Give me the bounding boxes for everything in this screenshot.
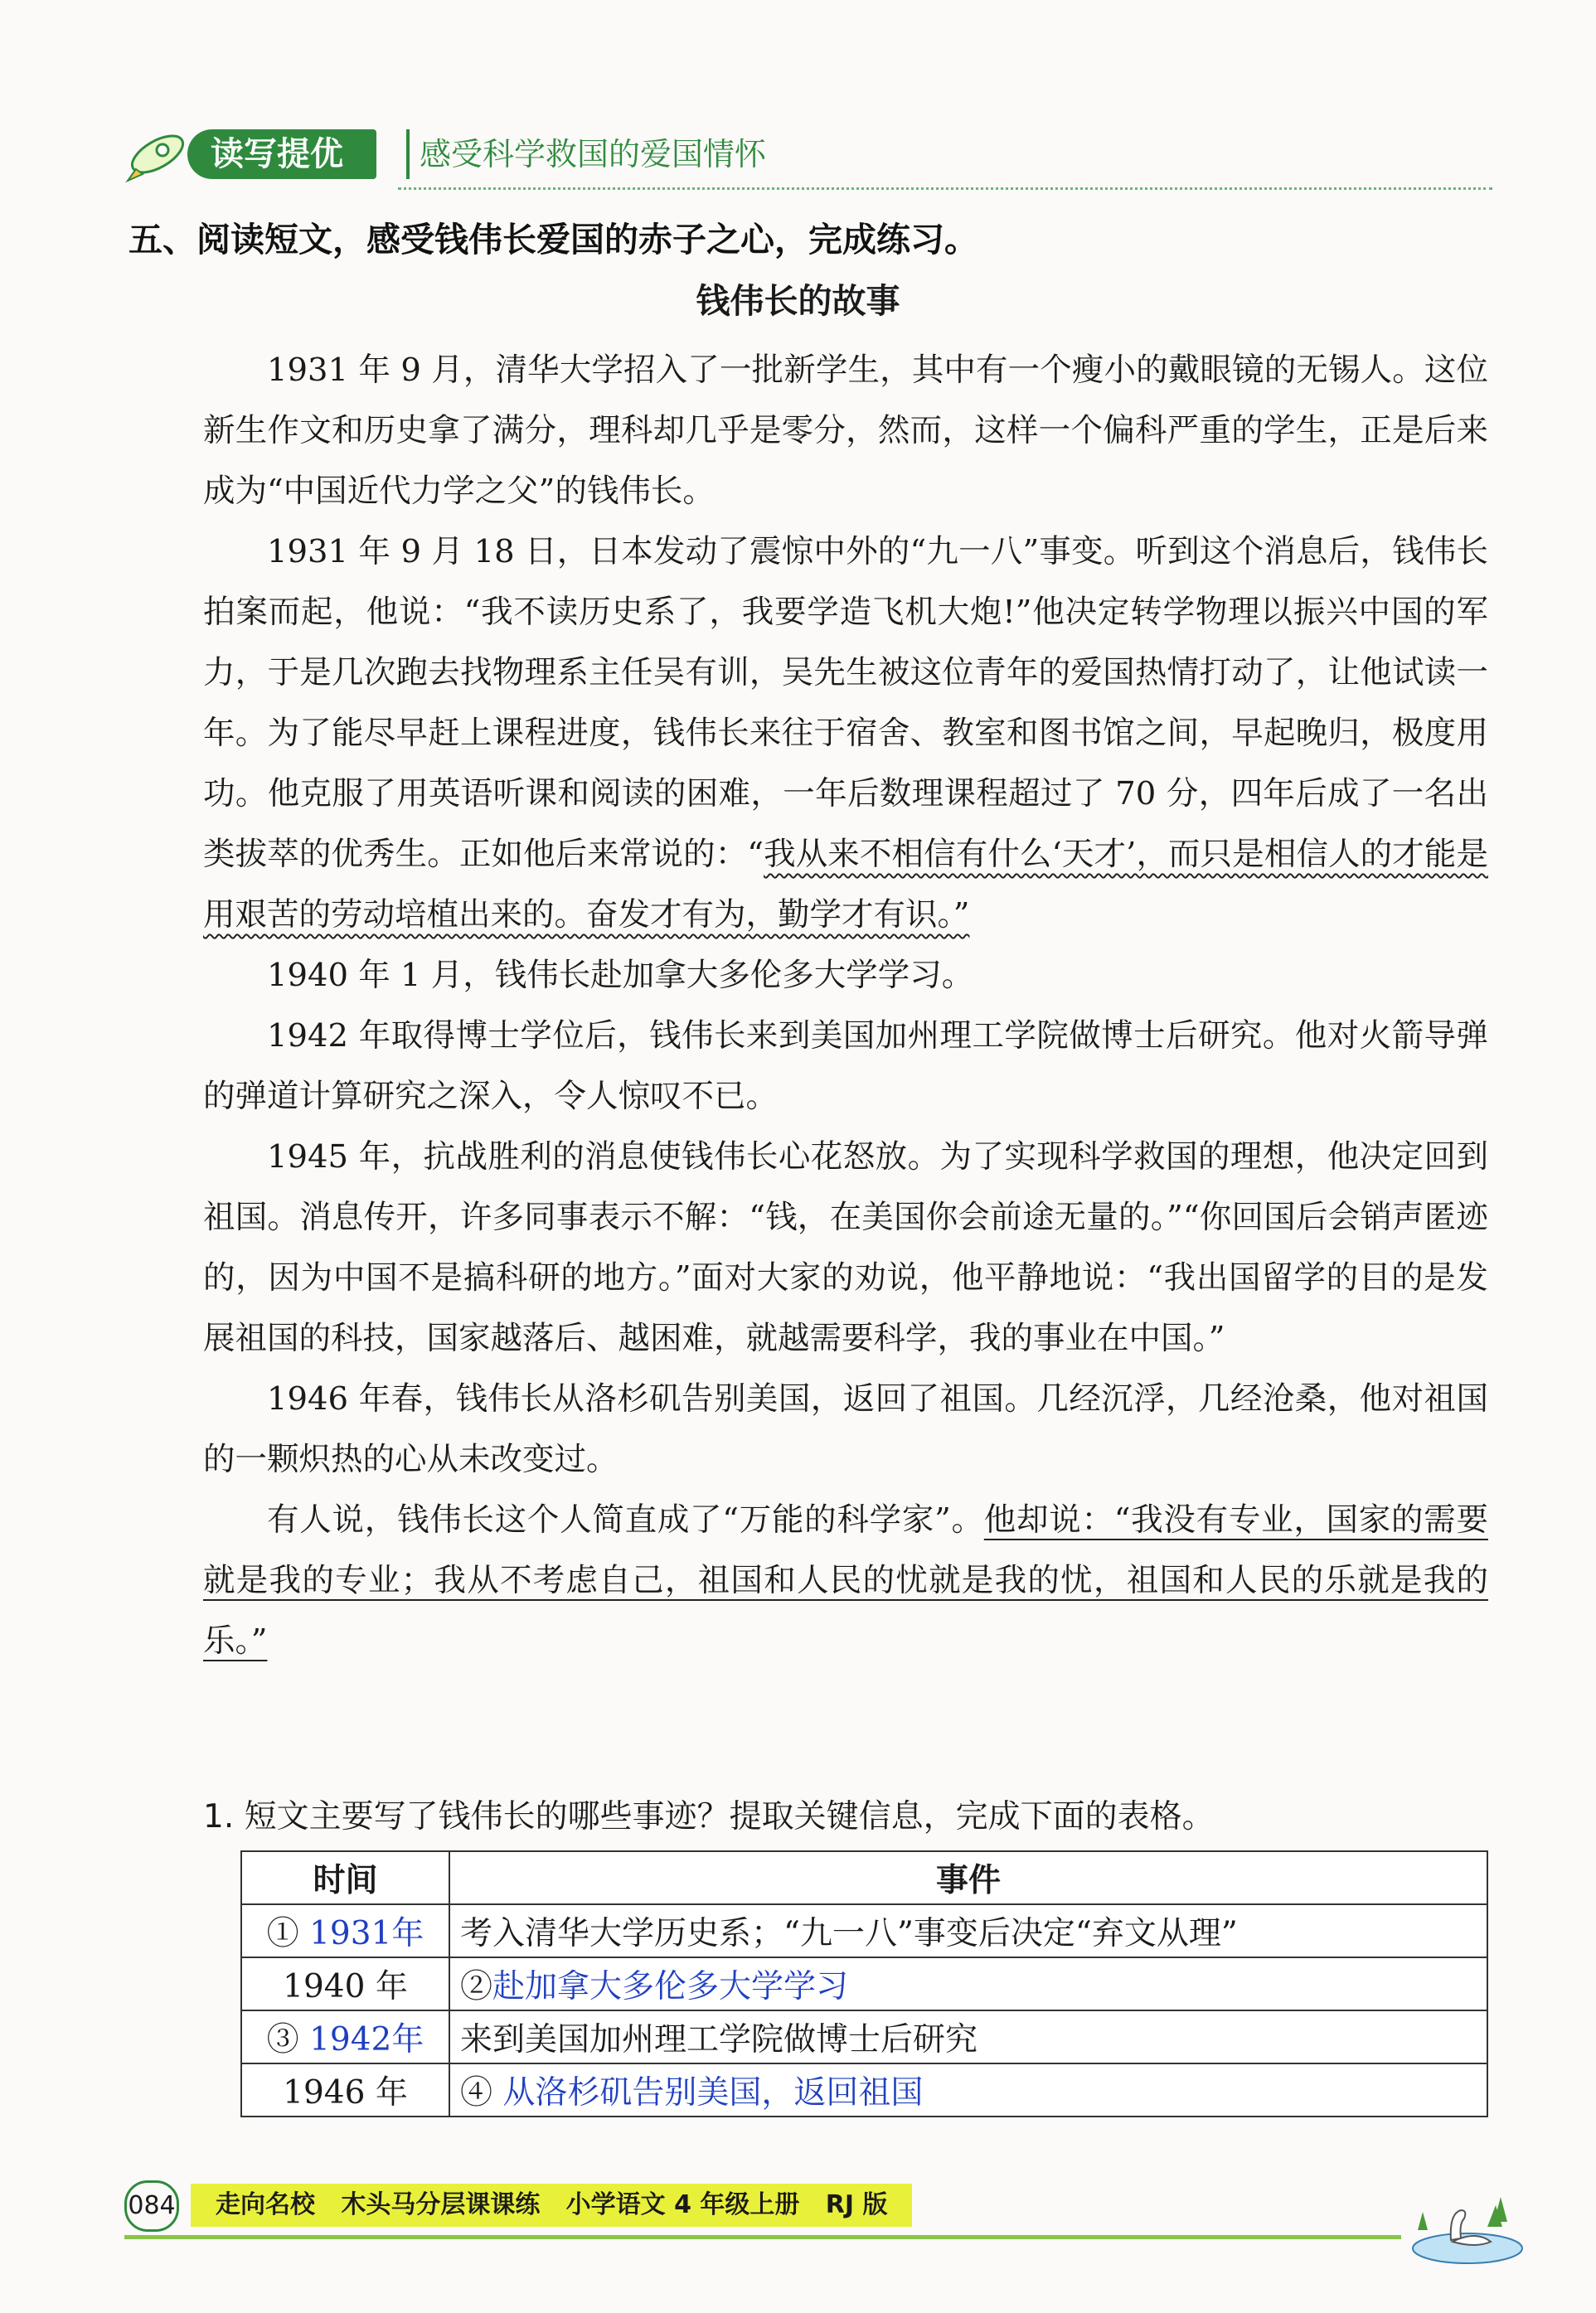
time-cell: 1940 年 (241, 1957, 449, 2010)
answer-text: 从洛杉矶告别美国，返回祖国 (502, 2074, 924, 2112)
swan-pond-icon (1401, 2172, 1526, 2272)
event-cell: 考入清华大学历史系；“九一八”事变后决定“弃文从理” (449, 1904, 1487, 1957)
table-header-row (241, 1851, 1487, 1904)
page-number: 084 (124, 2180, 179, 2232)
story-paragraph (203, 1490, 1488, 1671)
story-body (203, 340, 1488, 1671)
event-cell: 来到美国加州理工学院做博士后研究 (449, 2010, 1487, 2063)
answer-text: 1942年 (309, 2021, 424, 2058)
story-paragraph: 1946 年春，钱伟长从洛杉矶告别美国，返回了祖国。几经沉浮，几经沧桑，他对祖国的一颗炽热的心从未改变过。 (203, 1380, 1488, 1478)
book-title-bar: 走向名校 木头马分层课课练 小学语文 4 年级上册 RJ 版 (191, 2184, 912, 2227)
table-row (241, 1957, 1487, 2010)
footer-divider (124, 2235, 1401, 2239)
answer-text: 1931年 (309, 1915, 424, 1952)
answer-marker: ③ (266, 2021, 299, 2058)
table-row (241, 1904, 1487, 1957)
story-paragraph: 1931 年 9 月，清华大学招入了一批新学生，其中有一个瘦小的戴眼镜的无锡人。这位新生作文和历史拿了满分，理科却几乎是零分，然而，这样一个偏科严重的学生，正是后来成为“中国近代力学之父”的钱伟长。 (203, 352, 1488, 510)
page-footer (124, 2172, 1492, 2272)
story-paragraph: 1945 年，抗战胜利的消息使钱伟长心花怒放。为了实现科学救国的理想，他决定回到祖国。消息传开，许多同事表示不解：“钱，在美国你会前途无量的。”“你回国后会销声匿迹的，因为中国不是搞科研的地方。”面对大家的劝说，他平静地说：“我出国留学的目的是发展祖国的科技，国家越落后、越困难，就越需要科学，我的事业在中国。” (203, 1138, 1488, 1357)
time-cell: 1946 年 (241, 2063, 449, 2117)
section-header (124, 123, 1492, 189)
story-text: 1931 年 9 月 18 日，日本发动了震惊中外的“九一八”事变。听到这个消息后，钱伟长拍案而起，他说：“我不读历史系了，我要学造飞机大炮!”他决定转学物理以振兴中国的军力，于是几次跑去找物理系主任吴有训，吴先生被这位青年的爱国热情打动了，让他试读一年。为了能尽早赶上课程进度，钱伟长来往于宿舍、教室和图书馆之间，早起晚归，极度用功。他克服了用英语听课和阅读的困难，一年后数理课程超过了 70 分，四年后成了一名出类拔萃的优秀生。正如他后来常说的：“ (203, 533, 1488, 873)
section-tab-label: 读写提优 (187, 129, 376, 179)
underlined-quote: 他却说：“我没有专业，国家的需要就是我的专业；我从不考虑自己，祖国和人民的忧就是我的忧，祖国和人民的乐就是我的乐。” (203, 1501, 1488, 1660)
event-cell (449, 2063, 1487, 2117)
answer-text: 赴加拿大多伦多大学学习 (492, 1968, 849, 2005)
story-text: 有人说，钱伟长这个人简直成了“万能的科学家”。 (267, 1501, 984, 1539)
answer-marker: ④ (460, 2074, 493, 2112)
time-cell (241, 1904, 449, 1957)
answer-marker: ② (460, 1968, 493, 2005)
rocket-icon (124, 126, 189, 184)
table-row (241, 2010, 1487, 2063)
story-title: 钱伟长的故事 (696, 281, 900, 321)
time-column-header: 时间 (241, 1851, 449, 1904)
events-table (240, 1850, 1488, 2117)
story-paragraph: 1940 年 1 月，钱伟长赴加拿大多伦多大学学习。 (267, 957, 974, 994)
wavy-underlined-quote: 我从来不相信有什么‘天才’，而只是相信人的才能是用艰苦的劳动培植出来的。 (203, 836, 1488, 933)
event-column-header: 事件 (449, 1851, 1487, 1904)
section-subtitle: 感受科学救国的爱国情怀 (406, 129, 766, 179)
table-row (241, 2063, 1487, 2117)
exercise-prompt: 1. 短文主要写了钱伟长的哪些事迹？提取关键信息，完成下面的表格。 (203, 1798, 1215, 1835)
answer-marker: ① (266, 1915, 299, 1952)
wavy-underlined-quote-end: 奋发才有为，勤学才有识。” (586, 896, 970, 933)
header-divider (398, 187, 1492, 190)
story-paragraph (203, 521, 1488, 945)
story-paragraph: 1942 年取得博士学位后，钱伟长来到美国加州理工学院做博士后研究。他对火箭导弹的弹道计算研究之深入，令人惊叹不已。 (203, 1017, 1488, 1115)
time-cell (241, 2010, 449, 2063)
event-cell (449, 1957, 1487, 2010)
question-heading: 五、阅读短文，感受钱伟长爱国的赤子之心，完成练习。 (129, 220, 978, 259)
